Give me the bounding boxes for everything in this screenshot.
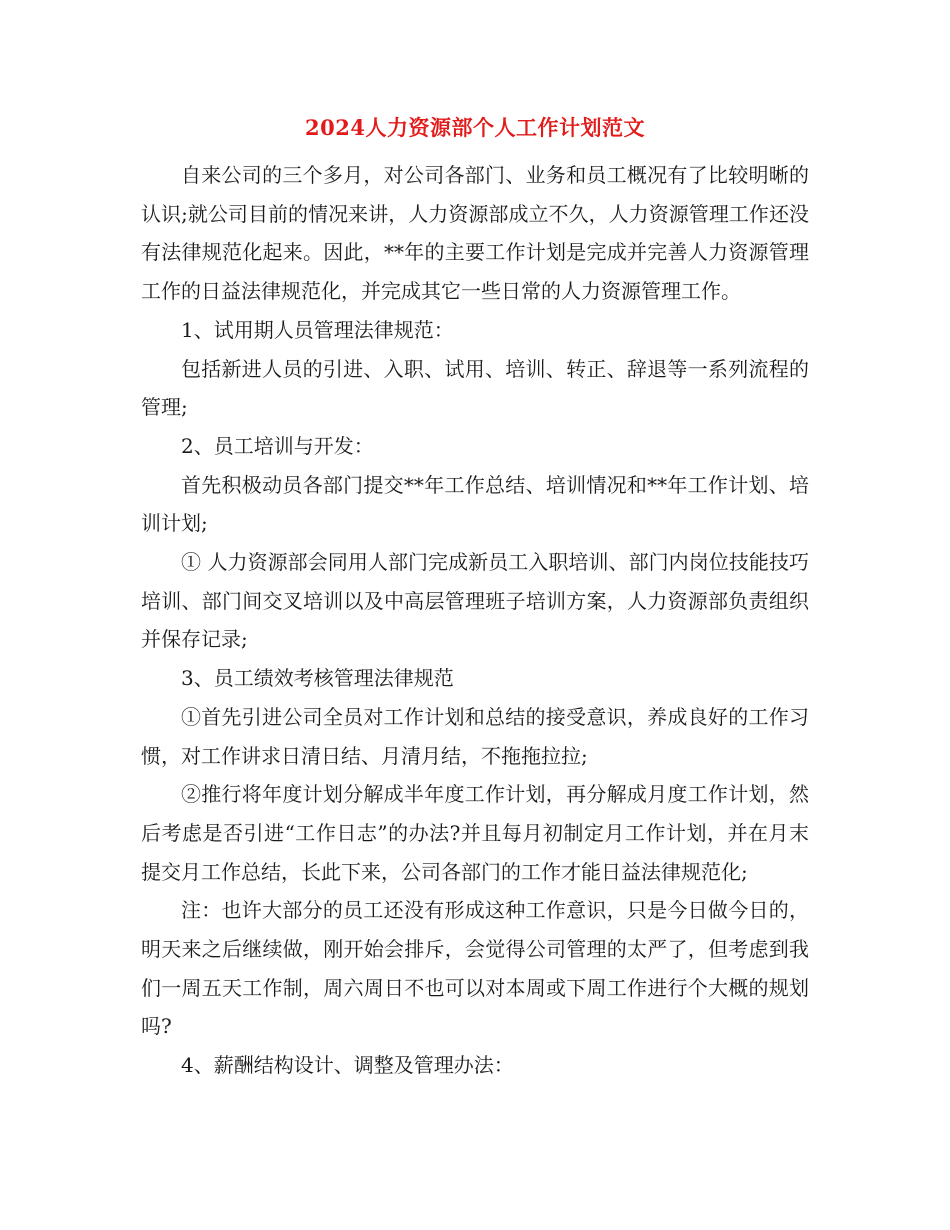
heading-compensation: 4、薪酬结构设计、调整及管理办法： (181, 1053, 514, 1078)
paragraph-performance-item-1: ①首先引进公司全员对工作计划和总结的接受意识，养成良好的工作习惯，对工作讲求日清日结、月清月结，不拖拖拉拉; (141, 704, 809, 768)
document-title: 2024人力资源部个人工作计划范文 (305, 115, 645, 140)
paragraph-training-plan: 首先积极动员各部门提交**年工作总结、培训情况和**年工作计划、培训计划; (141, 472, 809, 536)
paragraph-performance-item-2: ②推行将年度计划分解成半年度工作计划，再分解成月度工作计划，然后考虑是否引进“工作日志”的办法?并且每月初制定月工作计划，并在月末提交月工作总结，长此下来，公司各部门的工作才能日益法律规范化; (141, 782, 809, 884)
heading-performance-management: 3、员工绩效考核管理法律规范 (181, 666, 454, 691)
paragraph-note: 注：也许大部分的员工还没有形成这种工作意识，只是今日做今日的，明天来之后继续做，刚开始会排斥，会觉得公司管理的太严了，但考虑到我们一周五天工作制，周六周日不也可以对本周或下周工作进行个大概的规划吗? (141, 898, 809, 1039)
paragraph-training-item-1: ① 人力资源部会同用人部门完成新员工入职培训、部门内岗位技能技巧培训、部门间交叉培训以及中高层管理班子培训方案，人力资源部负责组织并保存记录; (141, 550, 809, 652)
heading-training-development: 2、员工培训与开发： (181, 433, 374, 458)
document-body (141, 156, 809, 1085)
heading-probation-management: 1、试用期人员管理法律规范： (181, 317, 454, 342)
paragraph-probation-details: 包括新进人员的引进、入职、试用、培训、转正、辞退等一系列流程的管理; (141, 356, 809, 420)
paragraph-intro: 自来公司的三个多月，对公司各部门、业务和员工概况有了比较明晰的认识;就公司目前的情况来讲，人力资源部成立不久，人力资源管理工作还没有法律规范化起来。因此，**年的主要工作计划是完成并完善人力资源管理工作的日益法律规范化，并完成其它一些日常的人力资源管理工作。 (141, 163, 809, 304)
